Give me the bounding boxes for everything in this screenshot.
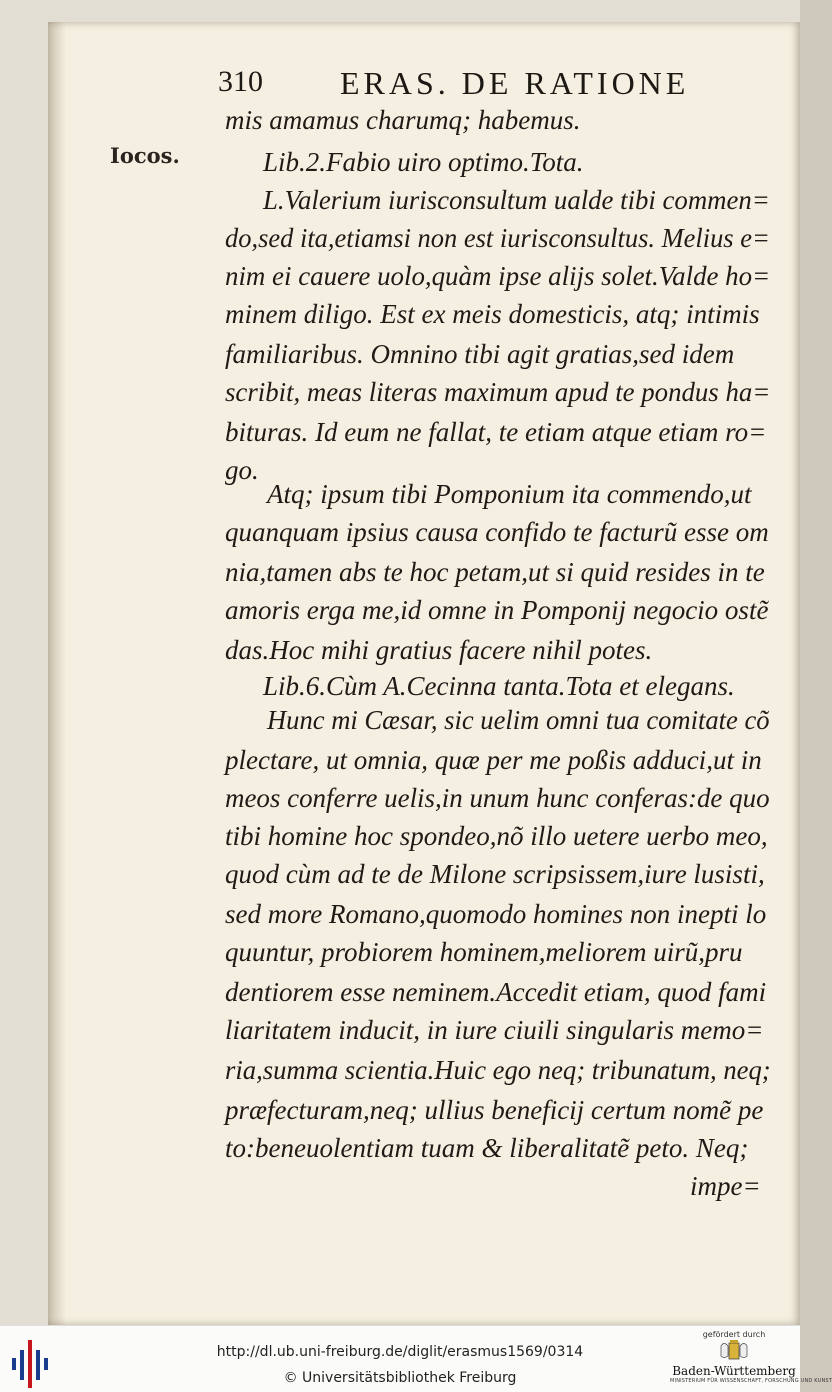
text-line: dentiorem esse neminem.Accedit etiam, quod fami <box>225 977 767 1007</box>
copyright-notice: © Universitätsbibliothek Freiburg <box>283 1370 517 1386</box>
text-line: tibi homine hoc spondeo,nõ illo uetere uerbo meo, <box>225 821 768 851</box>
text-line: quanquam ipsius causa confido te facturũ esse om <box>225 517 769 547</box>
text-line: mis amamus charumq; habemus. <box>225 105 581 135</box>
text-line: meos conferre uelis,in unum hunc conferas:de quo <box>225 783 770 813</box>
text-line: minem diligo. Est ex meis domesticis, atq; intimis <box>225 299 760 329</box>
running-header <box>210 65 690 105</box>
text-line: Lib.2.Fabio uiro optimo.Tota. <box>263 147 584 177</box>
text-line: familiaribus. Omnino tibi agit gratias,sed idem <box>225 339 735 369</box>
viewer-footer <box>0 1325 832 1392</box>
text-line: Atq; ipsum tibi Pomponium ita commendo,ut <box>267 479 752 509</box>
text-line: ria,summa scientia.Huic ego neq; tribunatum, neq; <box>225 1055 771 1085</box>
text-line: do,sed ita,etiamsi non est iurisconsultus. Melius e= <box>225 223 770 253</box>
margin-note: Iocos. <box>110 143 180 168</box>
text-line: plectare, ut omnia, quæ per me poßis adduci,ut in <box>225 745 762 775</box>
sponsor-subtitle: MINISTERIUM FÜR WISSENSCHAFT, FORSCHUNG UND KUNST <box>670 1378 832 1384</box>
coat-of-arms-icon <box>717 1340 751 1362</box>
text-line: bituras. Id eum ne fallat, te etiam atque etiam ro= <box>225 417 767 447</box>
text-line: sed more Romano,quomodo homines non inepti lo <box>225 899 767 929</box>
text-line: præfecturam,neq; ullius beneficij certum nomẽ pe <box>225 1095 764 1125</box>
text-line: das.Hoc mihi gratius facere nihil potes. <box>225 635 653 665</box>
text-line: to:beneuolentiam tuam & liberalitatẽ peto. Neq; <box>225 1133 749 1163</box>
text-line: quod cùm ad te de Milone scripsissem,iure lusisti, <box>225 859 765 889</box>
text-line: nim ei cauere uolo,quàm ipse alijs solet.Valde ho= <box>225 261 771 291</box>
page-number: 310 <box>218 65 263 98</box>
text-line: amoris erga me,id omne in Pomponij negocio ostẽ <box>225 595 769 625</box>
text-line: nia,tamen abs te hoc petam,ut si quid resides in te <box>225 557 765 587</box>
sponsor-name: Baden-Württemberg <box>672 1364 796 1378</box>
text-line: scribit, meas literas maximum apud te pondus ha= <box>225 377 771 407</box>
text-line: L.Valerium iurisconsultum ualde tibi commen= <box>263 185 770 215</box>
text-line: liaritatem inducit, in iure ciuili singularis memo= <box>225 1015 764 1045</box>
text-line: go. <box>225 455 259 485</box>
text-line: Hunc mi Cæsar, sic uelim omni tua comitate cõ <box>267 705 770 735</box>
text-line: impe= <box>690 1171 761 1201</box>
permalink-url[interactable]: http://dl.ub.uni-freiburg.de/diglit/erasmus1569/0314 <box>216 1344 584 1360</box>
sponsor-label: gefördert durch <box>702 1330 766 1339</box>
text-line: quuntur, probiorem hominem,meliorem uirũ,pru <box>225 937 743 967</box>
running-title: ERAS. DE RATIONE <box>340 65 690 101</box>
sponsor-logo[interactable] <box>670 1330 832 1390</box>
text-line: Lib.6.Cùm A.Cecinna tanta.Tota et elegans. <box>263 671 735 701</box>
